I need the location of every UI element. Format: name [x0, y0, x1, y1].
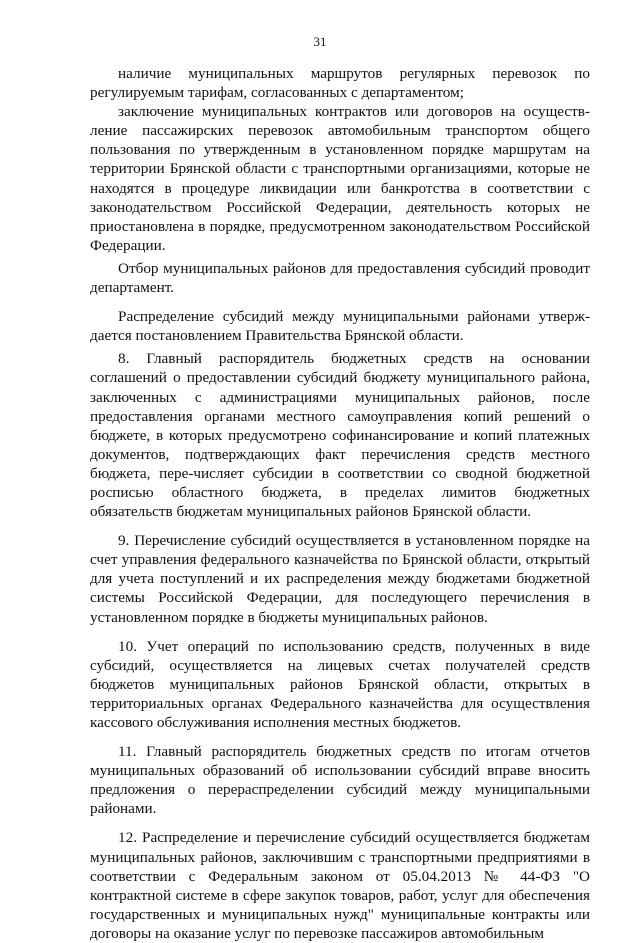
paragraph-item-8: 8. Главный распорядитель бюджетных средств на основании соглашений о предоставлении субсидий бюджету муниципального района, заключенных с администрациями муниципальных районов, после предоставления органами местного самоуправления копий решений о бюджете, в которых предусмотрено софинансирование и копий платежных документов, подтверждающих факт перечисления средств местного бюджета, пере-числяет субсидии в соответствии со сводной бюджетной росписью областного бюджета, в пределах лимитов бюджетных обязательств бюджетам муниципальных районов Брянской области.	[90, 350, 590, 521]
paragraph-contracts: заключение муниципальных контрактов или договоров на осуществ-ление пассажирских перевозок автомобильным транспортом общего пользования по утвержденным в установленном порядке маршрутам на территории Брянской области с транспортными организациями, которые не находятся в процедуре ликвидации или банкротства в соответствии с законодательством Российской Федерации, деятельность которых не приостановлена в порядке, предусмотренном законодательством Российской Федерации.	[90, 103, 590, 254]
paragraph-item-11: 11. Главный распорядитель бюджетных средств по итогам отчетов муниципальных образований об использовании субсидий вправе вносить предложения о перераспределении субсидий между муниципальными районами.	[90, 743, 590, 818]
paragraph-routes: наличие муниципальных маршрутов регулярных перевозок по регулируемым тарифам, согласованных с департаментом;	[90, 65, 590, 102]
paragraph-selection: Отбор муниципальных районов для предоставления субсидий проводит департамент.	[90, 259, 590, 297]
page-number: 31	[313, 34, 327, 49]
paragraph-item-10: 10. Учет операций по использованию средств, полученных в виде субсидий, осуществляется на лицевых счетах получателей средств бюджетов муниципальных районов Брянской области, открытых в территориальных органах Федерального казначейства для осуществления кассового обслуживания исполнения местных бюджетов.	[90, 637, 590, 731]
paragraph-distribution: Распределение субсидий между муниципальными районами утверж-дается постановлением Правительства Брянской области.	[90, 308, 590, 345]
document-body	[90, 64, 590, 943]
paragraph-item-12: 12. Распределение и перечисление субсидий осуществляется бюджетам муниципальных районов, заключившим с транспортными предприятиями в соответствии с Федеральным законом от 05.04.2013 № 44-ФЗ "О контрактной системе в сфере закупок товаров, работ, услуг для обеспечения государственных и муниципальных нужд" муниципальные контракты или договоры на оказание услуг по перевозке пассажиров автомобильным	[90, 829, 590, 942]
paragraph-item-9: 9. Перечисление субсидий осуществляется в установленном порядке на счет управления федерального казначейства по Брянской области, открытый для учета поступлений и их распределения между бюджетами бюджетной системы Российской Федерации, для последующего перечисления в установленном порядке в бюджеты муниципальных районов.	[90, 532, 590, 626]
